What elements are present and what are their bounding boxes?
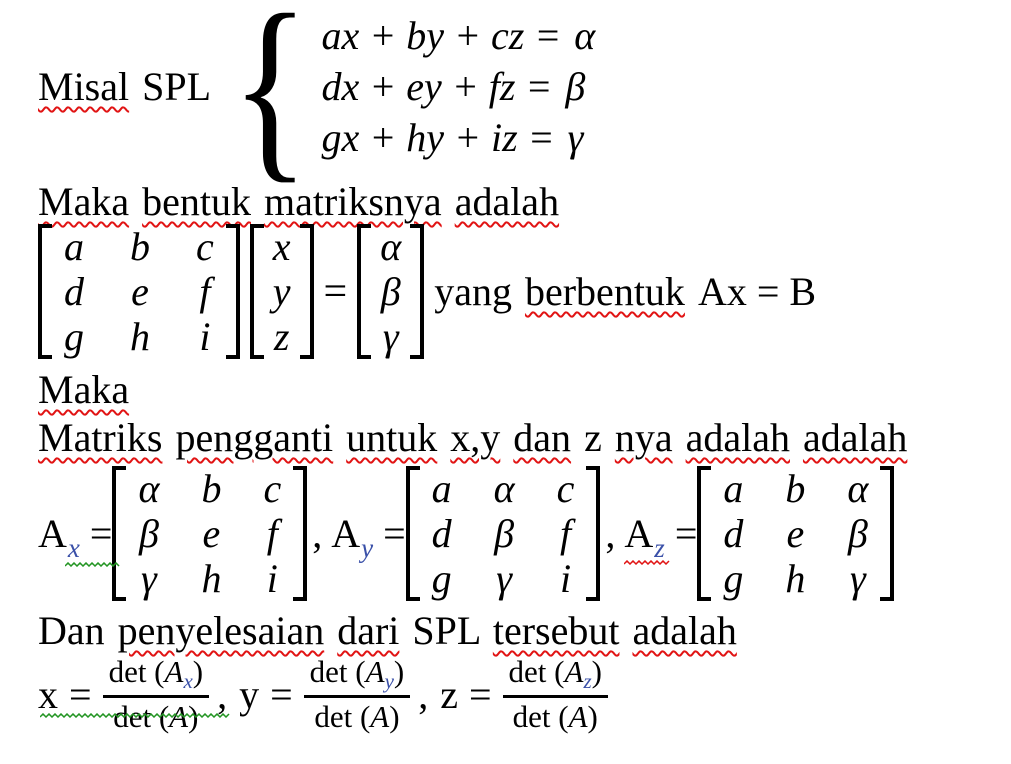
coefficient-matrix <box>38 224 240 359</box>
matrix-cell: b <box>201 466 222 511</box>
matrix-cell: b <box>785 466 806 511</box>
matrix-cell: α <box>847 466 869 511</box>
bracket-left <box>357 224 371 359</box>
separator: , <box>418 672 429 717</box>
matrix-cell: i <box>266 556 278 601</box>
replacement-caption <box>38 414 907 461</box>
intro-text <box>38 63 211 110</box>
variable-label: y <box>239 672 260 717</box>
bracket-right <box>300 224 314 359</box>
matrix-cell: h <box>130 314 150 359</box>
bracket-left <box>38 224 52 359</box>
matrix-cell: γ <box>496 556 513 601</box>
word: Maka <box>38 179 130 224</box>
variable-vector <box>250 224 314 359</box>
system-brace: { <box>230 0 310 200</box>
vector-cell: x <box>272 224 291 269</box>
equals-sign: = <box>69 672 92 717</box>
matrix-cell: e <box>786 511 805 556</box>
variable-label: x <box>38 672 58 717</box>
matrix-cell: d <box>64 269 84 314</box>
word: nya <box>614 415 673 460</box>
word: Matriks <box>38 415 163 460</box>
solution-caption <box>38 607 737 654</box>
equation-system <box>321 10 595 163</box>
fraction-bar <box>304 695 411 698</box>
system-equation-1: ax + by + cz = α <box>321 13 596 58</box>
matrix-cell: a <box>723 466 744 511</box>
matrix-cell: c <box>196 224 214 269</box>
variable-label: z <box>440 672 458 717</box>
matrix-cell: h <box>785 556 806 601</box>
subscript-z: z <box>654 533 665 563</box>
matrix-cell: i <box>199 314 211 359</box>
maka-line <box>38 366 129 413</box>
matrix-cell: g <box>723 556 744 601</box>
subscript-z: z <box>583 669 592 693</box>
solutions-line <box>38 654 608 735</box>
fraction-y: $\frac{\det (Ay)}{\det (A)}$ <box>304 654 411 735</box>
word-spl: SPL <box>142 64 212 109</box>
replacement-matrices-line <box>38 466 894 601</box>
bracket-left <box>250 224 264 359</box>
subscript-x: x <box>183 669 193 693</box>
subscript-x: x <box>67 533 80 563</box>
matrix-cell: f <box>559 511 572 556</box>
matrix-form-caption <box>38 178 559 225</box>
bracket-left <box>697 466 711 601</box>
matrix-cell: d <box>431 511 452 556</box>
intro-line <box>38 0 596 200</box>
matrix-cell: β <box>494 511 515 556</box>
bracket-right <box>226 224 240 359</box>
matrix-cell: i <box>559 556 572 601</box>
matrix-cell: h <box>201 556 222 601</box>
vector-cell: z <box>273 314 290 359</box>
bracket-left <box>112 466 126 601</box>
word: SPL <box>412 608 480 653</box>
word: adalah <box>632 608 737 653</box>
matrix-cell: e <box>131 269 149 314</box>
matrix-cell: e <box>202 511 221 556</box>
matrix-label-az: $A_z$ = <box>624 511 698 563</box>
subscript-y: y <box>361 533 374 563</box>
word: tersebut <box>492 608 620 653</box>
matrix-az <box>697 466 894 601</box>
fraction-x: $\frac{\det (Ax)}{\det (A)}$ <box>103 654 210 735</box>
word: yang <box>434 269 512 314</box>
word: penyelesaian <box>117 608 325 653</box>
bracket-left <box>406 466 420 601</box>
word: untuk <box>346 415 438 460</box>
separator: , <box>217 672 228 717</box>
matrix-cell: g <box>431 556 452 601</box>
matrix-cell: c <box>556 466 575 511</box>
bracket-right <box>586 466 600 601</box>
grammar-squiggle <box>40 713 230 718</box>
matrix-cell: c <box>263 466 282 511</box>
system-equation-3: gx + hy + iz = γ <box>321 115 584 160</box>
word: adalah <box>685 415 790 460</box>
solution-z <box>440 654 608 735</box>
constants-vector <box>357 224 424 359</box>
word: Ax = B <box>697 269 817 314</box>
vector-cell: β <box>380 269 401 314</box>
matrix-cell: γ <box>849 556 866 601</box>
word: pengganti <box>175 415 334 460</box>
matrix-cell: β <box>138 511 159 556</box>
fraction-z: $\frac{\det (Az)}{\det (A)}$ <box>503 654 608 735</box>
vector-cell: α <box>380 224 402 269</box>
word: x,y <box>450 415 501 460</box>
solution-x <box>38 654 209 735</box>
separator: , <box>312 511 323 556</box>
equals-sign: = <box>323 268 348 315</box>
matrix-cell: g <box>64 314 84 359</box>
system-equation-2: dx + ey + fz = β <box>321 64 586 109</box>
fraction-bar <box>503 695 608 698</box>
matrix-ay <box>406 466 601 601</box>
subscript-y: y <box>384 669 394 693</box>
matrix-cell: a <box>431 466 452 511</box>
equals-sign: = <box>468 672 492 717</box>
equals-sign: = <box>270 672 293 717</box>
word: matriksnya <box>263 179 442 224</box>
spell-squiggle <box>624 560 670 565</box>
matrix-equation-line <box>38 224 816 359</box>
matrix-cell: β <box>847 511 868 556</box>
word: dan <box>513 415 572 460</box>
solution-y <box>239 654 410 735</box>
bracket-right <box>410 224 424 359</box>
matrix-cell: a <box>64 224 84 269</box>
grammar-squiggle <box>65 562 121 567</box>
matrix-label-ay: $A_y$ = <box>331 511 406 563</box>
matrix-cell: α <box>138 466 160 511</box>
matrix-cell: f <box>266 511 278 556</box>
bracket-right <box>880 466 894 601</box>
vector-cell: γ <box>382 314 399 359</box>
word: berbentuk <box>524 269 685 314</box>
word: adalah <box>454 179 560 224</box>
word: bentuk <box>142 179 251 224</box>
matrix-cell: b <box>130 224 150 269</box>
word-misal: Misal <box>38 64 130 109</box>
bracket-right <box>293 466 307 601</box>
matrix-cell: γ <box>141 556 157 601</box>
fraction-bar <box>103 695 210 698</box>
word: Maka <box>38 367 130 412</box>
matrix-label-ax: $A_x$ = <box>38 510 112 557</box>
word: adalah <box>802 415 908 460</box>
separator: , <box>605 511 616 556</box>
word: dari <box>337 608 400 653</box>
word: z <box>584 415 602 460</box>
matrix-equation-tail <box>434 268 816 315</box>
vector-cell: y <box>272 269 291 314</box>
word: Dan <box>38 608 105 653</box>
matrix-cell: f <box>199 269 211 314</box>
matrix-cell: α <box>493 466 515 511</box>
matrix-cell: d <box>723 511 744 556</box>
matrix-ax <box>112 466 307 601</box>
